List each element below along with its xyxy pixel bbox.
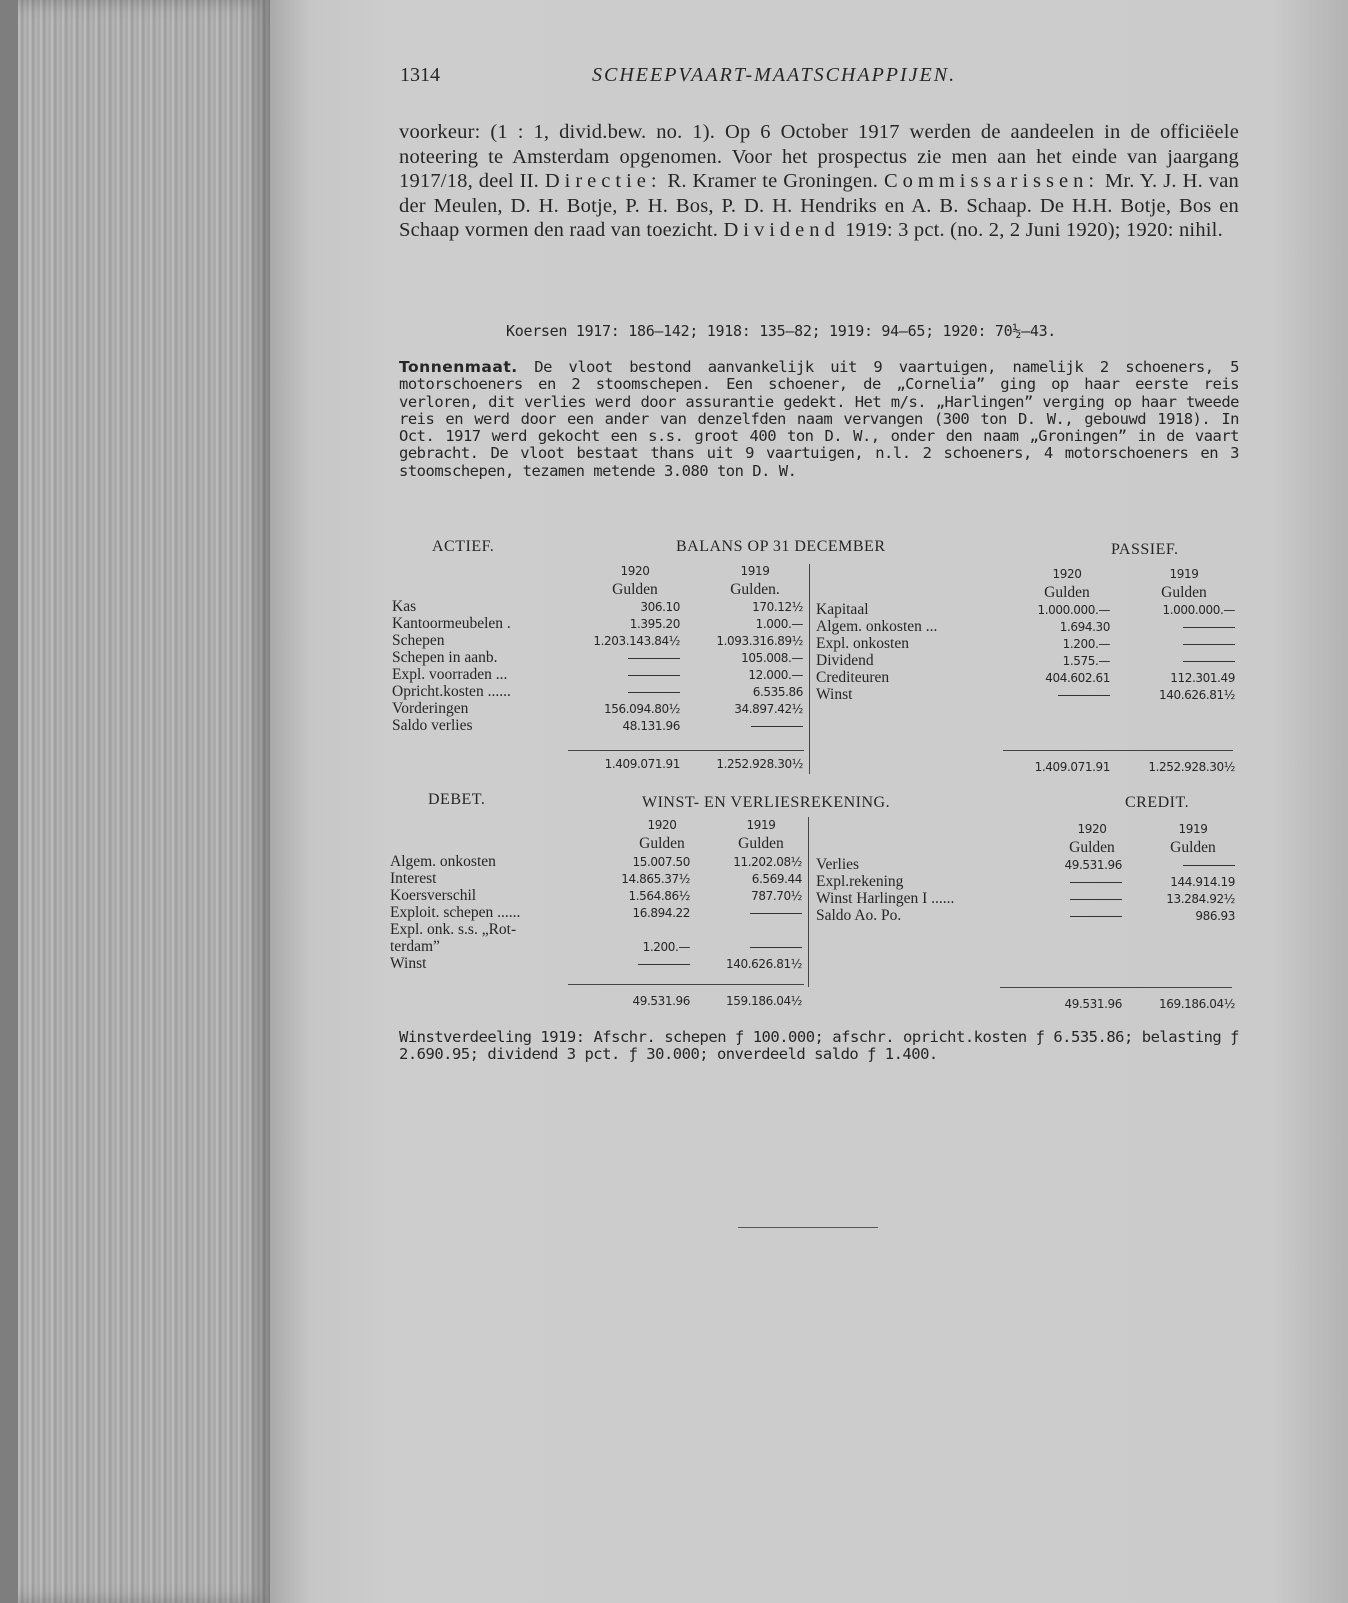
actief-row-value-1920: 1.203.143.84½ [593, 634, 680, 648]
credit-row-label: Verlies [816, 856, 860, 873]
tonnenmaat-label: Tonnenmaat. [399, 358, 518, 376]
balans-passief-year-1919: 1919 [1169, 567, 1199, 581]
balans-passief-year-1920: 1920 [1052, 567, 1082, 581]
intro-paragraph [399, 120, 1239, 243]
balans-actief-year-1919: 1919 [740, 564, 770, 578]
debet-row-value-1919: 787.70½ [751, 889, 802, 903]
debet-year-1920: 1920 [647, 818, 677, 832]
passief-row-value-1919: 112.301.49 [1170, 671, 1235, 685]
actief-row-label: Kas [392, 598, 417, 615]
passief-row-label: Crediteuren [816, 669, 890, 686]
passief-total-rule [1003, 750, 1233, 751]
actief-row-label: Schepen in aanb. [392, 649, 498, 666]
actief-total-1920: 1.409.071.91 [604, 757, 680, 771]
intro-text-3: Mr. Y. J. H. van der Meulen, D. H. Botje, P. H. Bos, P. D. H. Hendriks en A. B. Schaap. De H.H. Botje, Bos en Schaap vormen den raad van toezicht. [399, 170, 1239, 241]
debet-row-value-1920: 1.200.— [642, 940, 690, 954]
passief-total-1919: 1.252.928.30½ [1148, 760, 1235, 774]
actief-row-value-1920: 306.10 [640, 600, 680, 614]
winst-divider [808, 817, 809, 987]
actief-heading: ACTIEF. [432, 538, 495, 555]
actief-total-1919: 1.252.928.30½ [716, 757, 803, 771]
commissarissen-label: Commissarissen: [883, 170, 1100, 192]
credit-unit-1920: Gulden [1069, 839, 1115, 856]
balans-actief-unit-1919: Gulden. [730, 581, 780, 598]
credit-year-1919: 1919 [1178, 822, 1208, 836]
credit-row-label: Winst Harlingen I ...... [816, 890, 955, 907]
passief-row-label: Kapitaal [816, 601, 869, 618]
actief-row-label: Schepen [392, 632, 445, 649]
actief-row-label: Kantoormeubelen . [392, 615, 511, 632]
debet-total-1920: 49.531.96 [632, 994, 690, 1008]
actief-row-value-1919: 1.000.— [755, 617, 803, 631]
actief-row-label: Opricht.kosten ...... [392, 683, 511, 700]
passief-row-dash [1115, 620, 1235, 634]
debet-row-value-1920: 14.865.37½ [621, 872, 690, 886]
actief-row-value-1920: 48.131.96 [622, 719, 680, 733]
credit-row-dash [1020, 909, 1122, 923]
credit-row-value-1919: 144.914.19 [1170, 875, 1235, 889]
winstverdeeling-paragraph: Winstverdeeling 1919: Afschr. schepen ƒ 100.000; afschr. opricht.kosten ƒ 6.535.86; belasting ƒ 2.690.95; dividend 3 pct. ƒ 30.000; onverdeeld saldo ƒ 1.400. [399, 1028, 1239, 1063]
actief-row-label: Expl. voorraden ... [392, 666, 508, 683]
passief-row-value-1920: 1.575.— [1062, 654, 1110, 668]
tonnenmaat-text: De vloot bestond aanvankelijk uit 9 vaartuigen, namelijk 2 schoeners, 5 motorschoeners en 2 stoomschepen. Een schoener, de „Cornelia” ging op haar eerste reis verloren, dit verlies werd door assurantie gedekt. Het m/s. „Harlingen” verging op haar tweede reis en werd door een ander van denzelfden naam vervangen (300 ton D. W., gebouwd 1918). In Oct. 1917 werd gekocht een s.s. groot 400 ton D. W., onder den naam „Groningen” in de vaart gebracht. De vloot bestaat thans uit 9 vaartuigen, n.l. 2 schoeners, 4 motorschoeners en 3 stoomschepen, tezamen metende 3.080 ton D. W. [399, 358, 1239, 480]
debet-row-dash [590, 957, 690, 971]
intro-text-4: 1919: 3 pct. (no. 2, 2 Juni 1920); 1920: nihil. [839, 219, 1223, 241]
credit-total-1920: 49.531.96 [1064, 997, 1122, 1011]
winst-title: WINST- EN VERLIESREKENING. [642, 794, 891, 811]
debet-row-label: Koersverschil [390, 887, 477, 904]
debet-row-dash [690, 940, 802, 954]
page-number: 1314 [400, 64, 440, 86]
actief-row-dash [565, 685, 680, 699]
credit-row-label: Expl.rekening [816, 873, 904, 890]
passief-row-value-1920: 1.694.30 [1059, 620, 1110, 634]
debet-row-label: Algem. onkosten [390, 853, 496, 870]
actief-row-label: Saldo verlies [392, 717, 473, 734]
debet-row-label: terdam” [390, 938, 440, 955]
balans-actief-unit-1920: Gulden [612, 581, 658, 598]
passief-row-value-1919: 140.626.81½ [1159, 688, 1235, 702]
balans-passief-unit-1919: Gulden [1161, 584, 1207, 601]
actief-row-value-1919: 105.008.— [741, 651, 803, 665]
intro-text-2: R. Kramer te Groningen. [661, 170, 884, 192]
actief-row-value-1919: 34.897.42½ [734, 702, 803, 716]
credit-total-1919: 169.186.04½ [1159, 997, 1235, 1011]
actief-row-label: Vorderingen [392, 700, 469, 717]
balans-divider [809, 564, 810, 774]
passief-row-dash [1000, 688, 1110, 702]
passief-total-1920: 1.409.071.91 [1034, 760, 1110, 774]
debet-heading: DEBET. [428, 791, 486, 808]
koersen-line: Koersen 1917: 186—142; 1918: 135—82; 1919: 94—65; 1920: 70½—43. [506, 322, 1057, 340]
tonnenmaat-paragraph [399, 359, 1239, 480]
actief-row-value-1919: 6.535.86 [752, 685, 803, 699]
credit-total-rule [1000, 987, 1232, 988]
credit-row-dash [1120, 858, 1235, 872]
credit-row-dash [1020, 875, 1122, 889]
debet-total-1919: 159.186.04½ [726, 994, 802, 1008]
credit-row-label: Saldo Ao. Po. [816, 907, 902, 924]
debet-unit-1919: Gulden [738, 835, 784, 852]
actief-row-value-1919: 1.093.316.89½ [716, 634, 803, 648]
passief-row-value-1920: 1.000.000.— [1037, 603, 1110, 617]
running-title: SCHEEPVAART-MAATSCHAPPIJEN. [592, 64, 957, 86]
debet-row-label: Interest [390, 870, 437, 887]
debet-row-value-1920: 15.007.50 [632, 855, 690, 869]
passief-row-value-1919: 1.000.000.— [1162, 603, 1235, 617]
credit-unit-1919: Gulden [1170, 839, 1216, 856]
credit-row-value-1920: 49.531.96 [1064, 858, 1122, 872]
actief-row-value-1920: 156.094.80½ [604, 702, 680, 716]
actief-row-value-1919: 12.000.— [748, 668, 803, 682]
debet-row-value-1919: 140.626.81½ [726, 957, 802, 971]
credit-year-1920: 1920 [1077, 822, 1107, 836]
balans-actief-year-1920: 1920 [620, 564, 650, 578]
debet-row-value-1920: 1.564.86½ [628, 889, 690, 903]
intro-text-1: voorkeur: (1 : 1, divid.bew. no. 1). Op 6 October 1917 werden de aandeelen in de officiëele noteering te Amsterdam opgenomen. Voor het prospectus zie men aan het einde van jaargang 1917/18, deel II. [399, 121, 1239, 192]
passief-row-dash [1115, 654, 1235, 668]
directie-label: Directie: [544, 170, 662, 192]
passief-row-label: Dividend [816, 652, 874, 669]
passief-row-label: Expl. onkosten [816, 635, 909, 652]
actief-row-dash [685, 719, 803, 733]
debet-year-1919: 1919 [746, 818, 776, 832]
credit-row-dash [1020, 892, 1122, 906]
debet-row-label: Expl. onk. s.s. „Rot- [390, 921, 517, 938]
book-spine-shadow [0, 0, 18, 1603]
passief-row-value-1920: 1.200.— [1062, 637, 1110, 651]
debet-total-rule [568, 984, 804, 985]
actief-total-rule [568, 750, 804, 751]
passief-heading: PASSIEF. [1111, 541, 1179, 558]
passief-row-value-1920: 404.602.61 [1045, 671, 1110, 685]
debet-row-value-1919: 11.202.08½ [733, 855, 802, 869]
passief-row-label: Winst [816, 686, 853, 703]
actief-row-value-1919: 170.12½ [752, 600, 803, 614]
debet-row-value-1919: 6.569.44 [751, 872, 802, 886]
balans-title: BALANS OP 31 DECEMBER [676, 538, 886, 555]
debet-row-label: Exploit. schepen ...... [390, 904, 521, 921]
dividend-label: Dividend [723, 219, 840, 241]
book-page-edges [0, 0, 270, 1603]
debet-unit-1920: Gulden [639, 835, 685, 852]
debet-row-label: Winst [390, 955, 427, 972]
section-end-rule [738, 1227, 878, 1228]
balans-passief-unit-1920: Gulden [1044, 584, 1090, 601]
credit-row-value-1919: 13.284.92½ [1166, 892, 1235, 906]
passief-row-label: Algem. onkosten ... [816, 618, 938, 635]
actief-row-value-1920: 1.395.20 [629, 617, 680, 631]
actief-row-dash [565, 651, 680, 665]
passief-row-dash [1115, 637, 1235, 651]
debet-row-value-1920: 16.894.22 [632, 906, 690, 920]
actief-row-dash [565, 668, 680, 682]
credit-heading: CREDIT. [1125, 794, 1190, 811]
debet-row-dash [690, 906, 802, 920]
credit-row-value-1919: 986.93 [1195, 909, 1235, 923]
